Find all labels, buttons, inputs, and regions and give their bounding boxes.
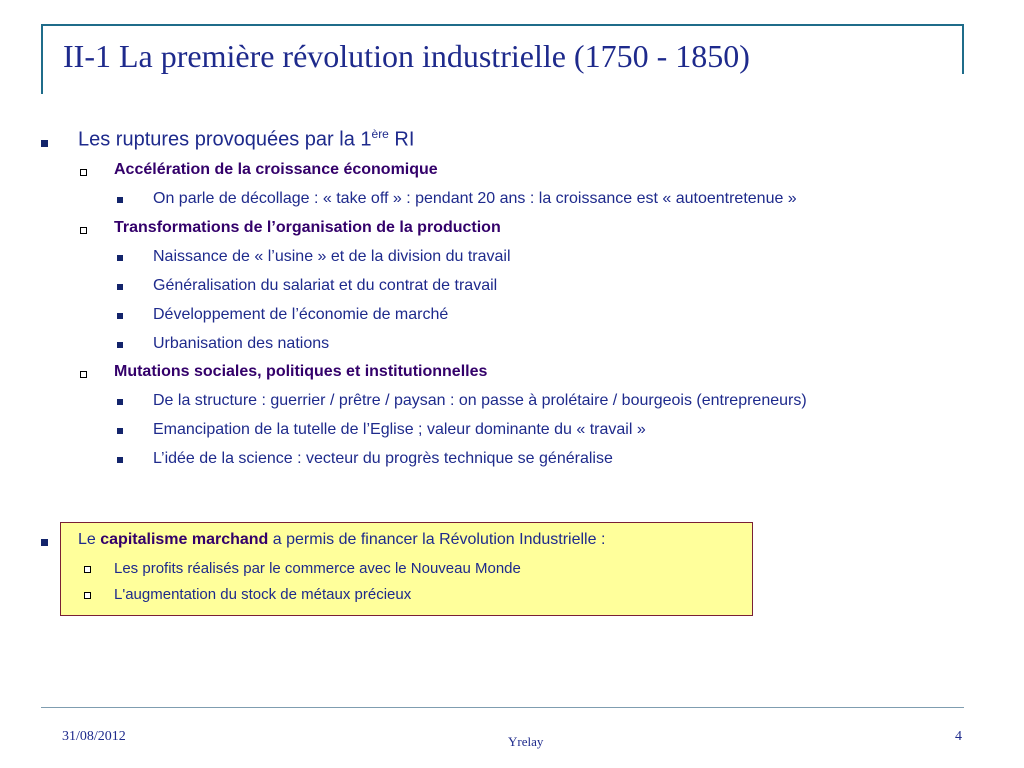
box-item: L'augmentation du stock de métaux précieux xyxy=(114,586,412,603)
bullet-square xyxy=(117,313,123,319)
bullet-square xyxy=(117,197,123,203)
list-item: On parle de décollage : « take off » : pendant 20 ans : la croissance est « autoentretenue » xyxy=(153,190,797,207)
frame-left-line xyxy=(41,24,43,94)
box-heading: Le capitalisme marchand a permis de financer la Révolution Industrielle : xyxy=(78,531,606,548)
page-number: 4 xyxy=(955,729,962,744)
sub-bullet-hollow xyxy=(84,592,91,599)
sub-bullet-hollow xyxy=(80,227,87,234)
bullet-square xyxy=(117,428,123,434)
frame-right-line xyxy=(962,24,964,74)
sub-bullet-hollow xyxy=(84,566,91,573)
bullet-square xyxy=(117,255,123,261)
box-heading-bold: capitalisme marchand xyxy=(100,531,269,548)
box-item: Les profits réalisés par le commerce avec le Nouveau Monde xyxy=(114,560,521,577)
bullet-square xyxy=(41,140,48,147)
footer-divider xyxy=(41,707,964,708)
list-item: Généralisation du salariat et du contrat de travail xyxy=(153,277,498,294)
bullet-square xyxy=(117,342,123,348)
section1-heading: Les ruptures provoquées par la 1ère RI xyxy=(78,127,415,151)
list-item: Emancipation de la tutelle de l’Eglise ; valeur dominante du « travail » xyxy=(153,421,646,438)
list-item: Urbanisation des nations xyxy=(153,335,330,352)
sub-heading: Accélération de la croissance économique xyxy=(114,161,438,178)
list-item: Développement de l’économie de marché xyxy=(153,306,449,323)
list-item: L’idée de la science : vecteur du progrès technique se généralise xyxy=(153,450,613,467)
footer-date: 31/08/2012 xyxy=(62,729,126,744)
list-item: Naissance de « l’usine » et de la division du travail xyxy=(153,248,511,265)
list-item: De la structure : guerrier / prêtre / paysan : on passe à prolétaire / bourgeois (entrepreneurs) xyxy=(153,392,807,409)
bullet-square xyxy=(117,399,123,405)
footer-author: Yrelay xyxy=(508,734,544,749)
bullet-square xyxy=(41,539,48,546)
frame-top-line xyxy=(41,24,964,26)
sub-bullet-hollow xyxy=(80,371,87,378)
slide-title: II-1 La première révolution industrielle (1750 - 1850) xyxy=(63,38,750,74)
highlight-box xyxy=(60,522,753,616)
sub-bullet-hollow xyxy=(80,169,87,176)
bullet-square xyxy=(117,284,123,290)
bullet-square xyxy=(117,457,123,463)
sub-heading: Mutations sociales, politiques et institutionnelles xyxy=(114,363,488,380)
sub-heading: Transformations de l’organisation de la production xyxy=(114,219,501,236)
